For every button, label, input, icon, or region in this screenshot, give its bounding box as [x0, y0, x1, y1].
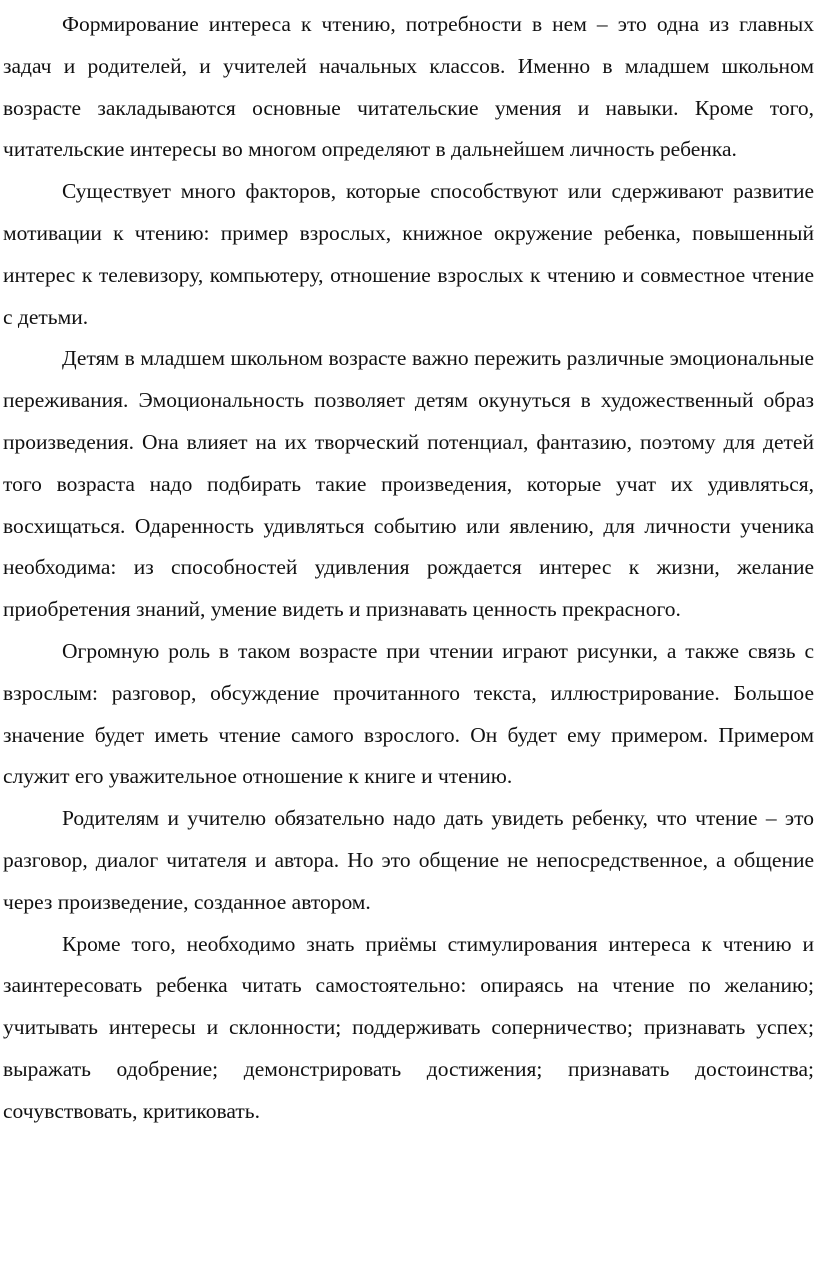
paragraph-emotional-experience: Детям в младшем школьном возрасте важно пережить различные эмоциональные переживания. Эмоциональность позволяет детям окунуться в художественный образ произведения. Она влияет на их творческий потенциал, фантазию, поэтому для детей того возраста надо подбирать такие произведения, которые учат их удивляться, восхищаться. Одаренность удивляться событию или явлению, для личности ученика необходима: из способностей удивления рождается интерес к жизни, желание приобретения знаний, умение видеть и признавать ценность прекрасного.	[3, 346, 814, 622]
paragraph-reading-interest: Формирование интереса к чтению, потребности в нем – это одна из главных задач и родителей, и учителей начальных классов. Именно в младшем школьном возрасте закладываются основные читательские умения и навыки. Кроме того, читательские интересы во многом определяют в дальнейшем личность ребенка.	[3, 12, 814, 162]
paragraph-role-of-illustrations: Огромную роль в таком возрасте при чтении играют рисунки, а также связь с взрослым: разговор, обсуждение прочитанного текста, иллюстрирование. Большое значение будет иметь чтение самого взрослого. Он будет ему примером. Примером служит его уважительное отношение к книге и чтению.	[3, 638, 814, 789]
paragraph-stimulation-techniques: Кроме того, необходимо знать приёмы стимулирования интереса к чтению и заинтересовать ребенка читать самостоятельно: опираясь на чтение по желанию; учитывать интересы и склонности; поддерживать соперничество; признавать успех; выражать одобрение; демонстрировать достижения; признавать достоинства; сочувствовать, критиковать.	[3, 931, 814, 1123]
paragraph-motivation-factors: Существует много факторов, которые способствуют или сдерживают развитие мотивации к чтению: пример взрослых, книжное окружение ребенка, повышенный интерес к телевизору, компьютеру, отношение взрослых к чтению и совместное чтение с детьми.	[3, 179, 814, 329]
paragraph-dialog-reader-author: Родителям и учителю обязательно надо дать увидеть ребенку, что чтение – это разговор, диалог читателя и автора. Но это общение не непосредственное, а общение через произведение, созданное автором.	[3, 806, 814, 914]
